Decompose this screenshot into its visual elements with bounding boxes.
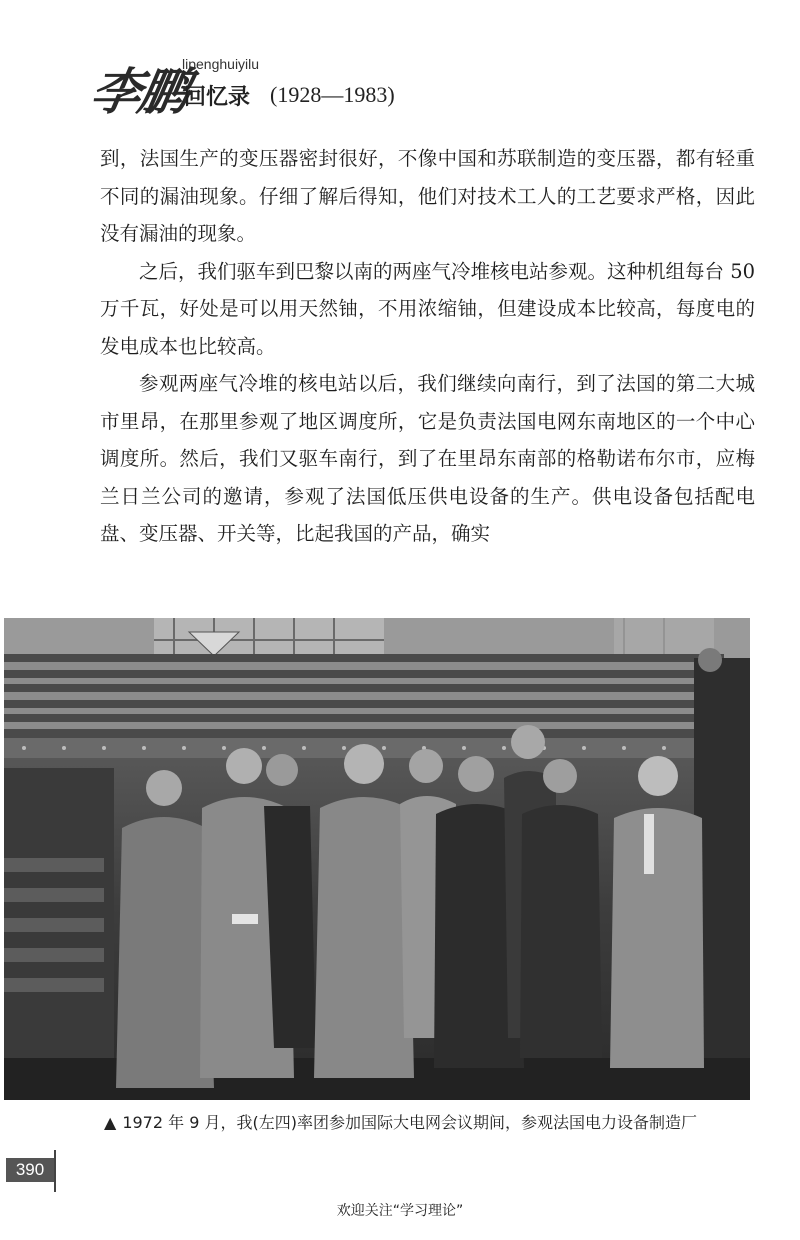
caption-text: 1972 年 9 月，我(左四)率团参加国际大电网会议期间，参观法国电力设备制造厂 [122, 1113, 697, 1132]
footer-note: 欢迎关注“学习理论” [336, 1203, 464, 1219]
caption-triangle-icon: ▲ [104, 1113, 117, 1132]
book-years: (1928—1983) [270, 82, 395, 107]
paragraph-1: 到，法国生产的变压器密封很好，不像中国和苏联制造的变压器，都有轻重不同的漏油现象。仔细了解后得知，他们对技术工人的工艺要求严格，因此没有漏油的现象。 [100, 147, 755, 245]
page-number-rule [54, 1150, 56, 1192]
group-photo [4, 618, 750, 1100]
group-photo-illustration [4, 618, 750, 1100]
header-pinyin: lipenghuiyilu [182, 56, 260, 72]
photo-caption [104, 1110, 697, 1133]
book-title: 回忆录 [184, 85, 251, 110]
paragraph-3: 参观两座气冷堆的核电站以后，我们继续向南行，到了法国的第二大城市里昂，在那里参观了地区调度所，它是负责法国电网东南地区的一个中心调度所。然后，我们又驱车南行，到了在里昂东南部的格勒诺布尔市，应梅兰日兰公司的邀请，参观了法国低压供电设备的生产。供电设备包括配电盘、变压器、开关等，比起我国的产品，确实 [100, 372, 755, 545]
page-number: 390 [6, 1158, 54, 1182]
calligraphy-title: 李鹏 [86, 62, 193, 121]
body-text [100, 140, 755, 553]
paragraph-2: 之后，我们驱车到巴黎以南的两座气冷堆核电站参观。这种机组每台 50 万千瓦，好处是可以用天然铀，不用浓缩铀，但建设成本比较高，每度电的发电成本也比较高。 [100, 259, 756, 358]
running-header [86, 44, 512, 124]
